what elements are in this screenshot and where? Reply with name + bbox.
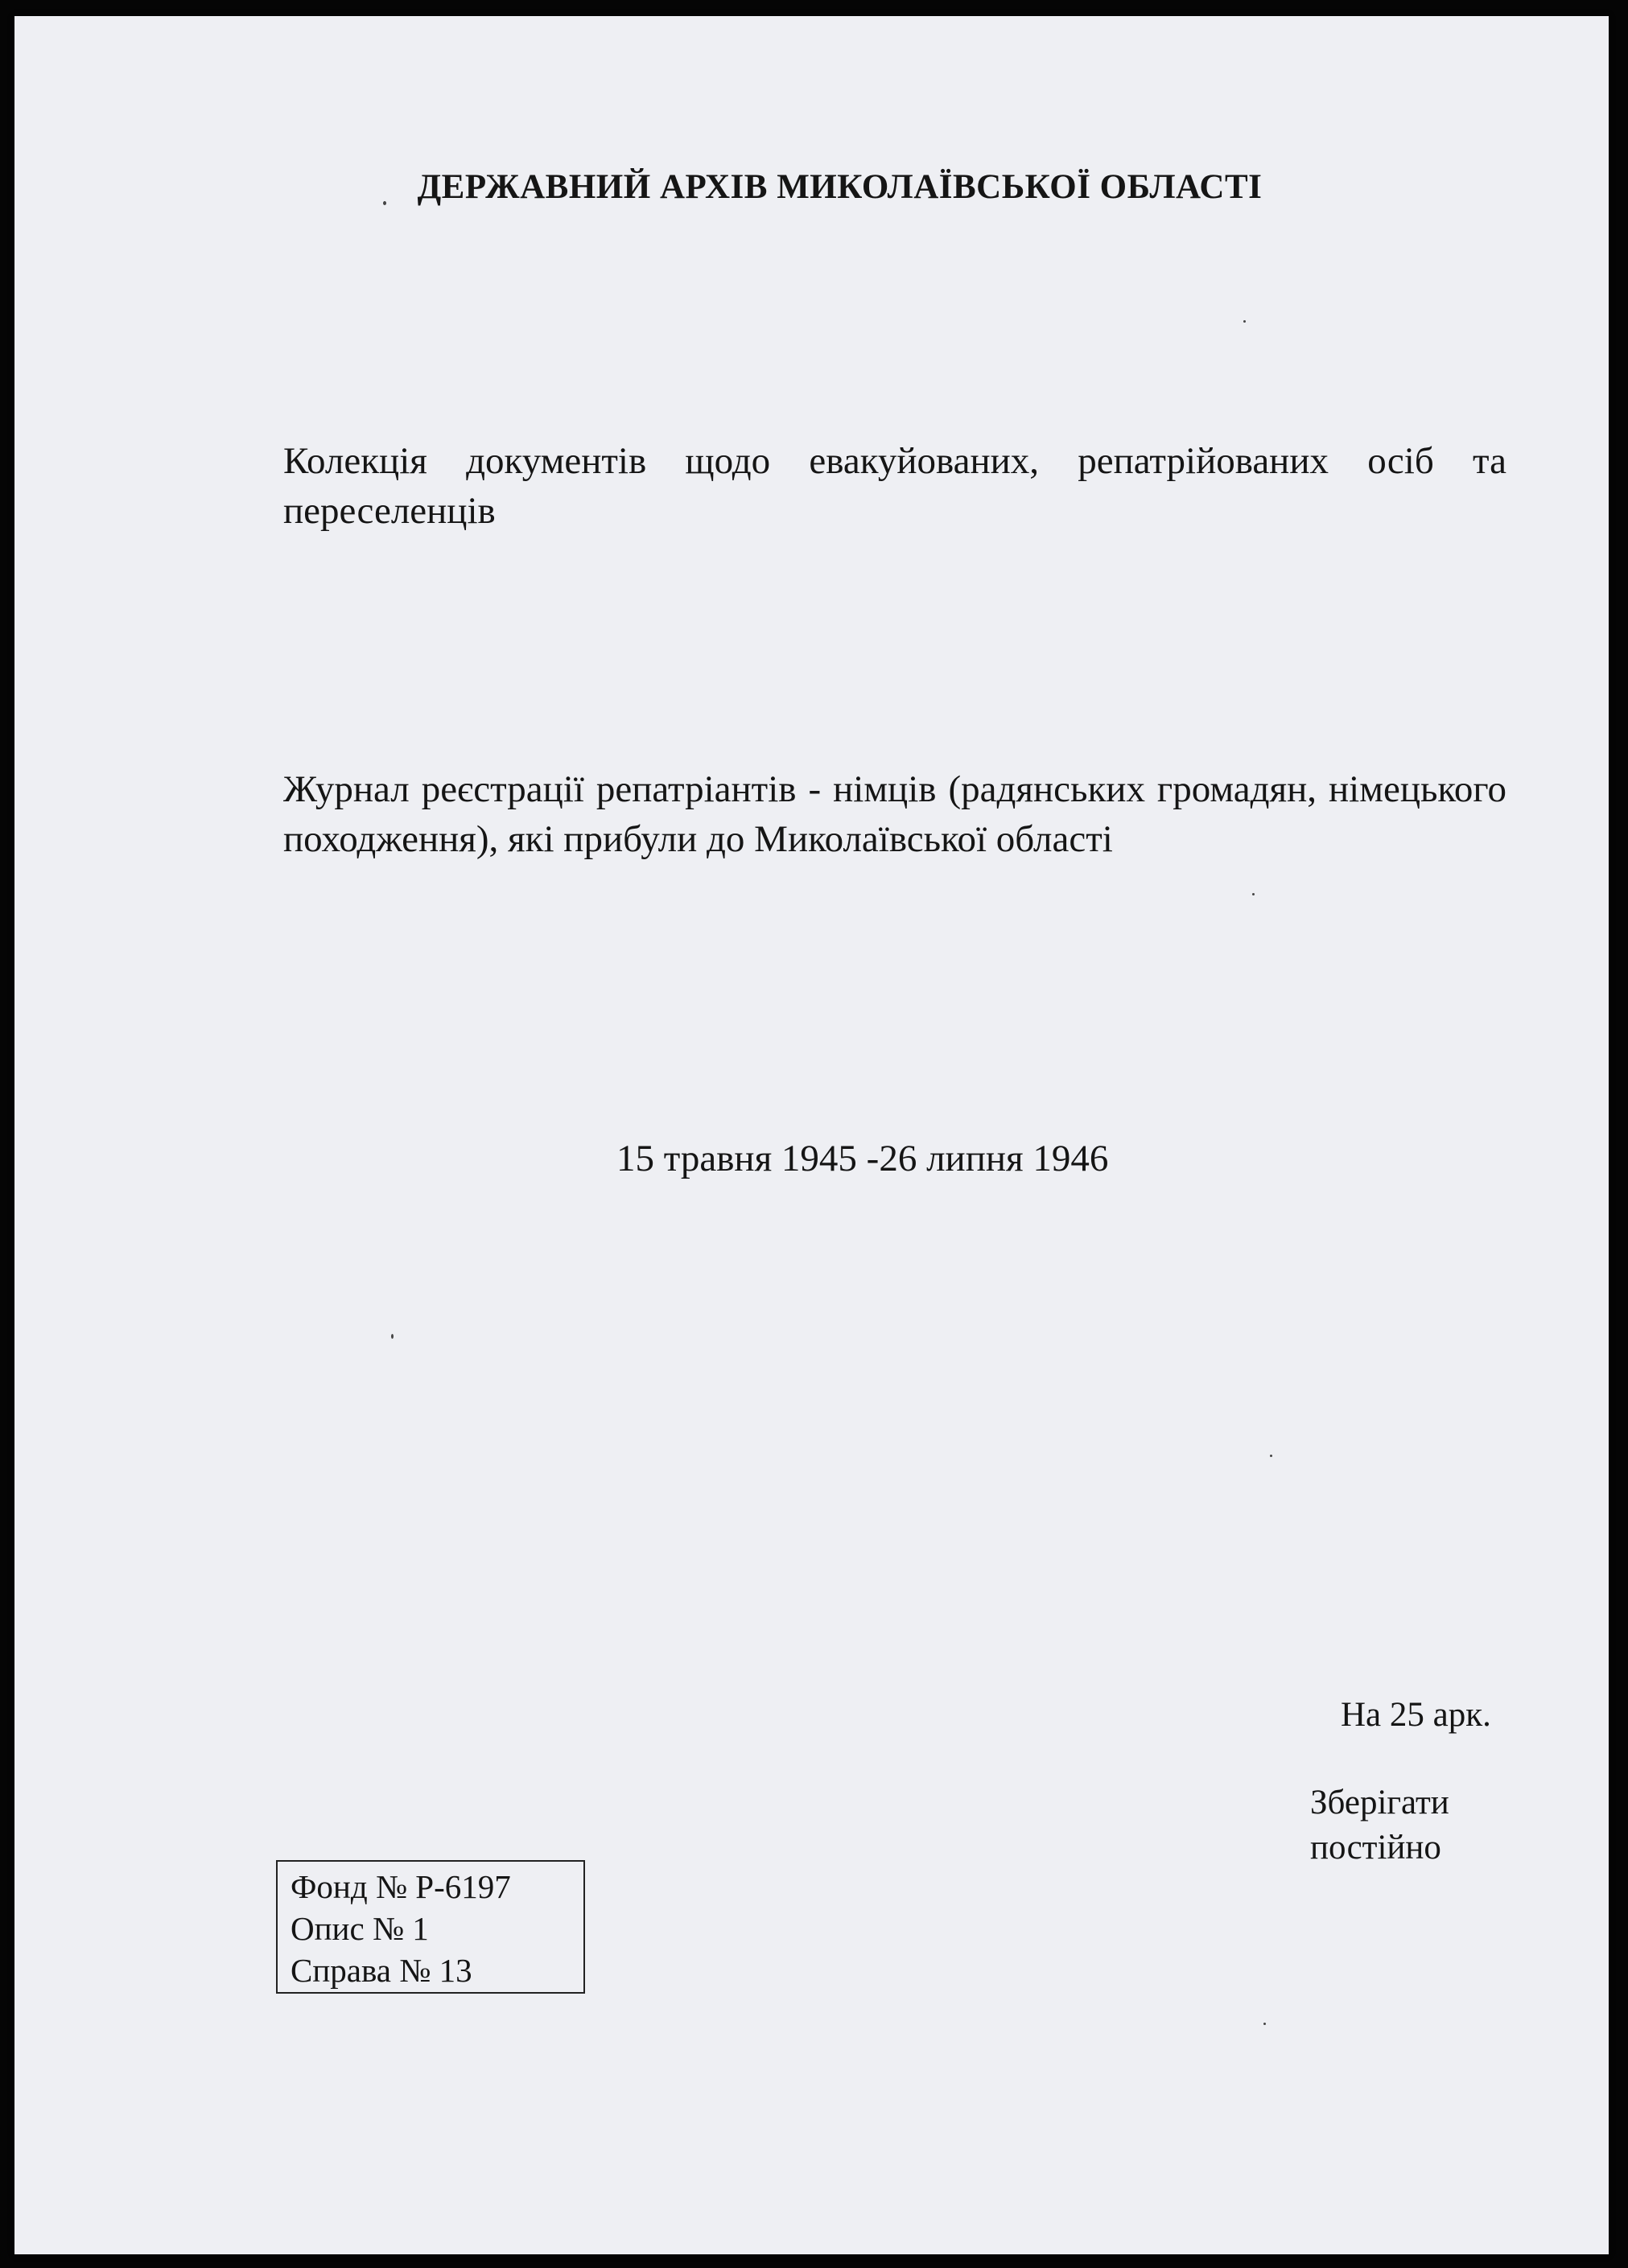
archive-reference-box [276,1860,585,1994]
fond-number: Фонд № Р-6197 [291,1868,511,1905]
sprava-number: Справа № 13 [291,1952,472,1989]
paper-speck [383,201,386,205]
paper-speck [1270,1455,1272,1457]
collection-title: Колекція документів щодо евакуйованих, репатрійованих осіб та переселенців [283,440,1506,532]
retention-line-1: Зберігати [1310,1784,1449,1821]
paper-speck [1252,893,1255,895]
archive-name-heading: ДЕРЖАВНИЙ АРХІВ МИКОЛАЇВСЬКОЇ ОБЛАСТІ [417,168,1263,206]
sheet-count: На 25 арк. [1341,1696,1491,1734]
retention-note [1310,1780,1449,1871]
retention-line-2: постійно [1310,1829,1441,1867]
paper-speck [1243,320,1246,323]
paper-speck [1263,2023,1266,2025]
paper-speck [391,1334,394,1339]
file-title: Журнал реєстрації репатріантів - німців (радянських громадян, німецького походження), які прибули до Миколаївської області [283,768,1506,860]
opys-number: Опис № 1 [291,1910,429,1947]
document-page [14,16,1609,2254]
date-range: 15 травня 1945 -26 липня 1946 [616,1138,1109,1179]
